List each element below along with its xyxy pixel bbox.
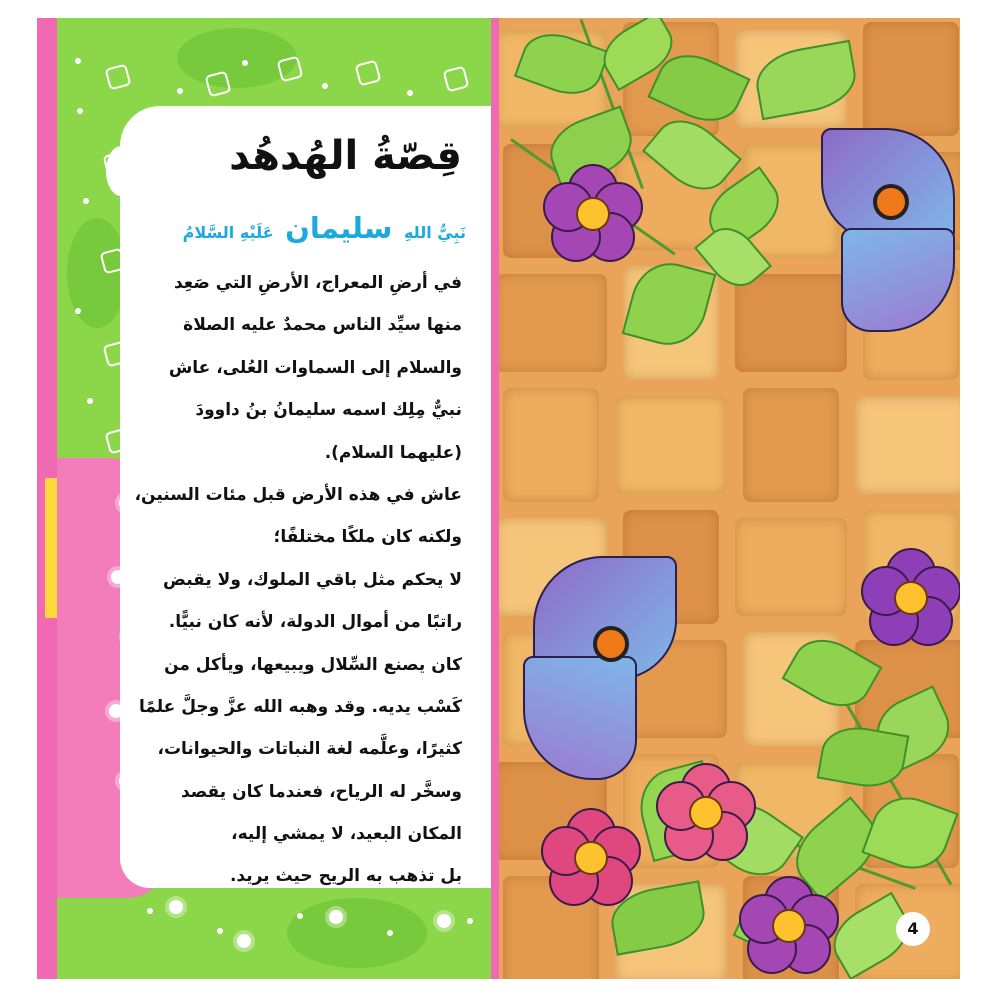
swirl-icon <box>277 56 304 83</box>
sun-icon <box>169 900 183 914</box>
weave-tile <box>735 518 847 616</box>
weave-tile <box>615 396 727 494</box>
weave-tile <box>495 274 607 372</box>
story-line: في أرضِ المعراج، الأرضِ التي صَعِد <box>173 273 462 293</box>
story-line: نبيٌّ مِلِك اسمه سليمانُ بنُ داوودَ <box>195 400 462 421</box>
story-line: وسخَّر له الرياح، فعندما كان يقصد <box>180 781 462 802</box>
sun-icon <box>437 914 451 928</box>
story-line: كثيرًا، وعلَّمه لغة النباتات والحيوانات، <box>157 739 462 760</box>
story-line: (عليهما السلام). <box>324 442 462 463</box>
swirl-icon <box>355 60 382 87</box>
pink-page-border <box>491 18 499 979</box>
text-page <box>37 18 491 979</box>
story-subtitle <box>106 211 466 245</box>
weave-tile <box>855 396 960 494</box>
subtitle-prefix: نَبِيُّ اللهِ <box>403 223 466 242</box>
flower-icon <box>543 164 639 260</box>
butterfly-icon <box>811 118 960 338</box>
flower-icon <box>541 808 637 904</box>
story-line: والسلام إلى السماوات العُلى، عاش <box>168 357 462 378</box>
butterfly-icon <box>493 546 683 796</box>
subtitle-suffix: عَلَيْهِ السَّلامُ <box>182 223 274 242</box>
story-line: ولكنه كان ملكًا مختلفًا؛ <box>273 527 462 548</box>
sun-icon <box>237 934 251 948</box>
swirl-icon <box>443 66 470 93</box>
story-line: لا يحكم مثل باقي الملوك، ولا يقبض <box>163 569 462 590</box>
illustration-page <box>491 18 960 979</box>
story-line: كان يصنع السِّلال ويبيعها، ويأكل من <box>164 654 462 675</box>
flower-icon <box>739 876 835 972</box>
book-spread <box>37 18 960 979</box>
weave-tile <box>743 388 839 502</box>
page-number: 4 <box>896 912 930 946</box>
story-line: كَسْب يديه. وقد وهبه الله عزَّ وجلَّ علمًا <box>138 696 462 717</box>
story-line: المكان البعيد، لا يمشي إليه، <box>231 824 462 845</box>
story-line: عاش في هذه الأرض قبل مئات السنين، <box>134 484 462 505</box>
story-line: بل تذهب به الريح حيث يريد. <box>229 866 462 887</box>
flower-icon <box>861 548 957 644</box>
yellow-accent-strip <box>45 478 57 618</box>
swirl-icon <box>105 64 132 91</box>
story-title: قِصّةُ الهُدهُد <box>229 133 462 179</box>
subtitle-name: سليمان <box>285 211 393 245</box>
weave-tile <box>503 388 599 502</box>
sun-icon <box>329 910 343 924</box>
story-line: منها سيِّد الناس محمدٌ عليه الصلاة <box>183 315 462 336</box>
story-body <box>82 262 462 898</box>
story-line: راتبًا من أموال الدولة، لأنه كان نبيًّا. <box>168 612 462 633</box>
